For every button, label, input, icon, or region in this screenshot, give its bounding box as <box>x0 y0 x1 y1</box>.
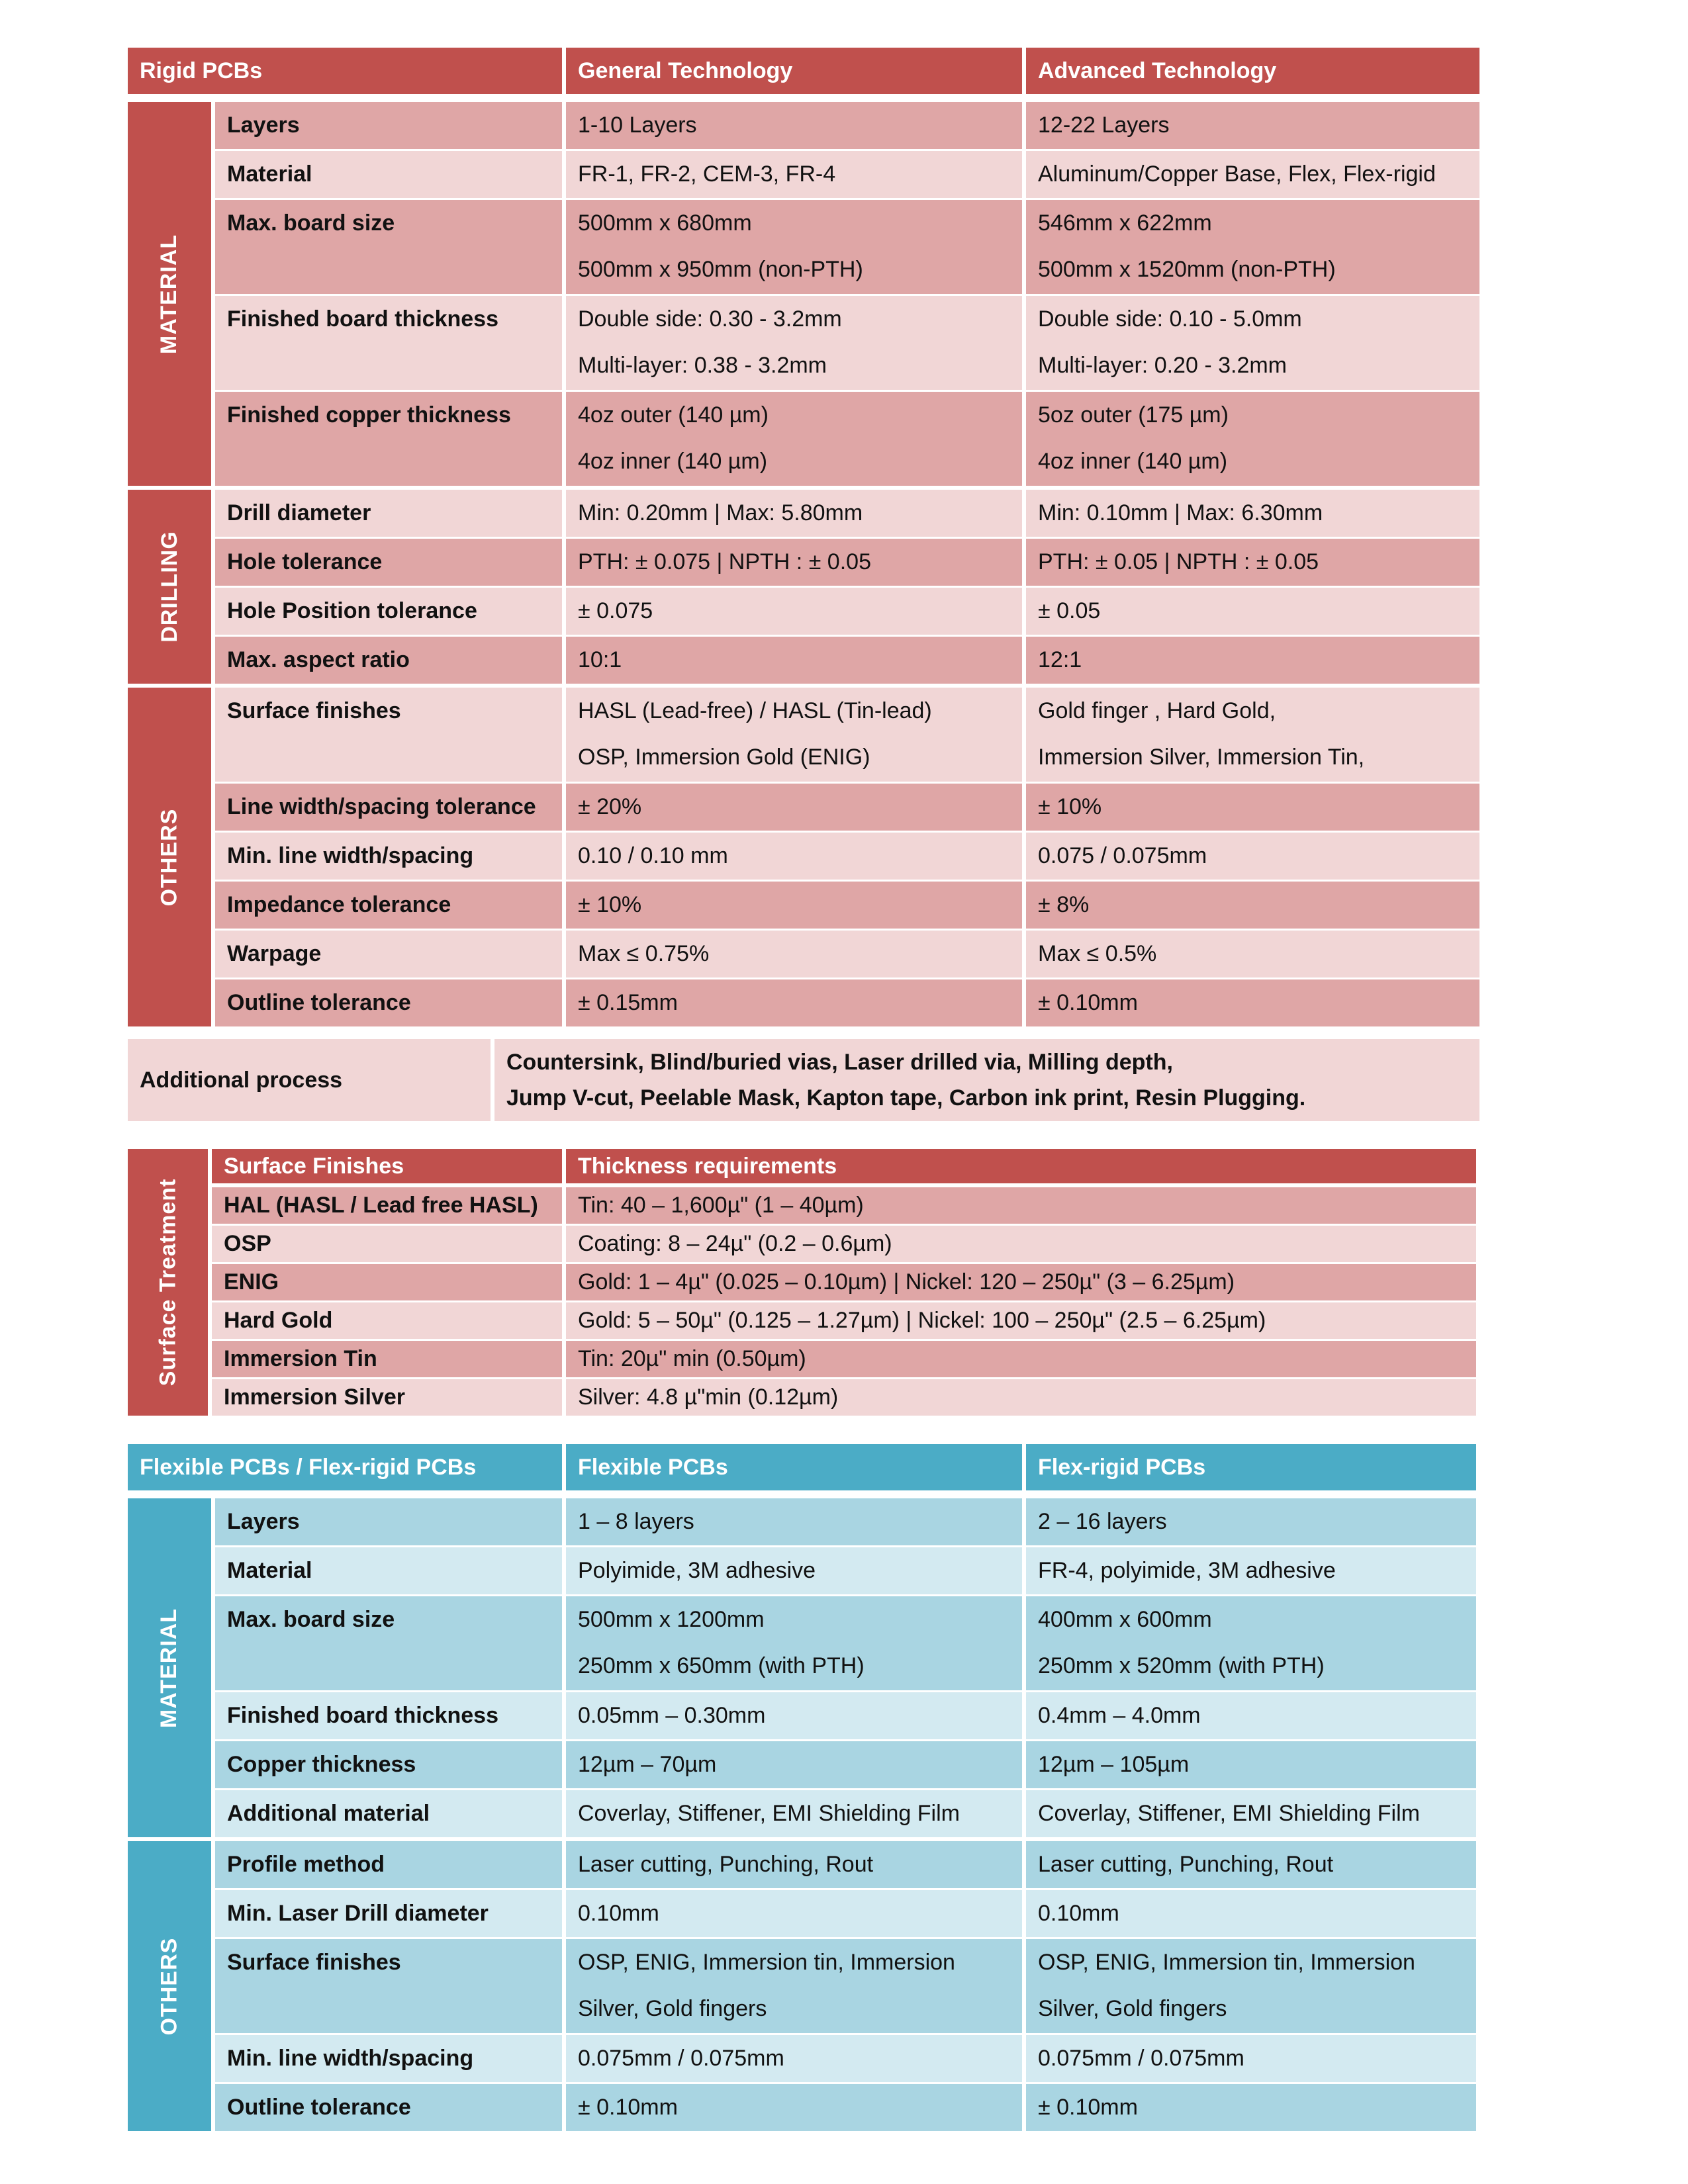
value-line: 400mm x 600mm <box>1038 1607 1212 1632</box>
col1-value <box>566 2035 1022 2082</box>
row-label-text: Surface finishes <box>227 1950 401 1975</box>
value-line: Polyimide, 3M adhesive <box>578 1558 816 1583</box>
row-label <box>215 1890 562 1937</box>
value-line: OSP, ENIG, Immersion tin, Immersion <box>578 1950 955 1975</box>
col2-value <box>1026 784 1479 831</box>
col1-value <box>566 979 1022 1026</box>
col2-value <box>1026 392 1479 486</box>
value-line: Multi-layer: 0.38 - 3.2mm <box>578 353 827 378</box>
col2-value <box>1026 200 1479 294</box>
col1-value <box>566 688 1022 782</box>
col2-value <box>1026 833 1479 880</box>
value-line: ± 0.15mm <box>578 990 678 1015</box>
value-line: ± 8% <box>1038 892 1090 917</box>
col2-value <box>1026 490 1479 537</box>
row-label-text: Warpage <box>227 941 322 966</box>
row-label <box>215 1596 562 1690</box>
value-line: Aluminum/Copper Base, Flex, Flex-rigid <box>1038 161 1436 187</box>
col2-value <box>1026 688 1479 782</box>
row-label-text: Line width/spacing tolerance <box>227 794 536 819</box>
section-label-surface-treatment <box>128 1149 208 1416</box>
section-label-text: OTHERS <box>156 808 182 906</box>
value-line: 0.10 / 0.10 mm <box>578 843 728 868</box>
col2-value <box>1026 588 1479 635</box>
row-label <box>215 688 562 782</box>
col2-value <box>1026 1890 1476 1937</box>
thickness-requirement: Tin: 20µ" min (0.50µm) <box>566 1341 1476 1377</box>
value-line: 500mm x 1520mm (non-PTH) <box>1038 257 1336 282</box>
value-line: Laser cutting, Punching, Rout <box>1038 1852 1334 1877</box>
value-line: Silver, Gold fingers <box>1038 1996 1227 2021</box>
value-line: 12-22 Layers <box>1038 113 1170 138</box>
col1-value <box>566 931 1022 978</box>
section-label-drilling <box>128 490 211 684</box>
value-line: Silver, Gold fingers <box>578 1996 767 2021</box>
rigid-header-title: Rigid PCBs <box>128 48 562 94</box>
rigid-header-col1: General Technology <box>566 48 1022 94</box>
row-label <box>215 200 562 294</box>
col1-value <box>566 1596 1022 1690</box>
thickness-requirement: Tin: 40 – 1,600µ" (1 – 40µm) <box>566 1187 1476 1224</box>
value-line: ± 0.10mm <box>1038 2095 1138 2120</box>
col1-value <box>566 1741 1022 1788</box>
row-label <box>215 1790 562 1837</box>
value-line: OSP, ENIG, Immersion tin, Immersion <box>1038 1950 1415 1975</box>
row-label <box>215 1547 562 1594</box>
row-label-text: Surface finishes <box>227 698 401 723</box>
col2-value <box>1026 1939 1476 2033</box>
value-line: ± 10% <box>578 892 642 917</box>
col2-value <box>1026 1596 1476 1690</box>
value-line: 500mm x 1200mm <box>578 1607 765 1632</box>
col1-value <box>566 392 1022 486</box>
col1-value <box>566 2084 1022 2131</box>
value-line: 10:1 <box>578 647 622 672</box>
section-label-text: MATERIAL <box>156 234 182 354</box>
value-line: ± 10% <box>1038 794 1102 819</box>
section-label-text: OTHERS <box>156 1937 182 2035</box>
value-line: 500mm x 950mm (non-PTH) <box>578 257 863 282</box>
value-line: Max ≤ 0.75% <box>578 941 710 966</box>
value-line: ± 20% <box>578 794 642 819</box>
row-label-text: Hole Position tolerance <box>227 598 477 623</box>
col2-value <box>1026 1741 1476 1788</box>
col2-value <box>1026 637 1479 684</box>
row-label-text: Min. line width/spacing <box>227 2046 474 2071</box>
row-label <box>215 1741 562 1788</box>
row-label <box>215 1841 562 1888</box>
col2-value <box>1026 1547 1476 1594</box>
row-label <box>215 784 562 831</box>
row-label <box>215 637 562 684</box>
col2-value <box>1026 1692 1476 1739</box>
value-line: 12µm – 105µm <box>1038 1752 1190 1777</box>
thickness-requirement: Gold: 5 – 50µ" (0.125 – 1.27µm) | Nickel: 100 – 250µ" (2.5 – 6.25µm) <box>566 1302 1476 1339</box>
col2-value <box>1026 1841 1476 1888</box>
value-line: 0.10mm <box>578 1901 659 1926</box>
row-label-text: Finished board thickness <box>227 1703 498 1728</box>
row-label-text: Outline tolerance <box>227 2095 411 2120</box>
value-line: 5oz outer (175 µm) <box>1038 402 1229 428</box>
col2-value <box>1026 2035 1476 2082</box>
value-line: Double side: 0.10 - 5.0mm <box>1038 306 1302 332</box>
row-label-text: Drill diameter <box>227 500 371 525</box>
value-line: Max ≤ 0.5% <box>1038 941 1157 966</box>
col2-value <box>1026 102 1479 149</box>
col1-value <box>566 151 1022 198</box>
value-line: 0.10mm <box>1038 1901 1119 1926</box>
row-label-text: Impedance tolerance <box>227 892 451 917</box>
value-line: FR-4, polyimide, 3M adhesive <box>1038 1558 1336 1583</box>
additional-process-line: Countersink, Blind/buried vias, Laser drilled via, Milling depth, <box>506 1050 1173 1075</box>
surface-finish-name: HAL (HASL / Lead free HASL) <box>212 1187 562 1224</box>
surface-header-thickness: Thickness requirements <box>566 1149 1476 1183</box>
col2-value <box>1026 979 1479 1026</box>
row-label-text: Additional material <box>227 1801 430 1826</box>
value-line: 12:1 <box>1038 647 1082 672</box>
col1-value <box>566 833 1022 880</box>
row-label-text: Finished board thickness <box>227 306 498 332</box>
value-line: 0.4mm – 4.0mm <box>1038 1703 1201 1728</box>
col1-value <box>566 1939 1022 2033</box>
section-label-text: DRILLING <box>156 531 182 643</box>
thickness-requirement: Gold: 1 – 4µ" (0.025 – 0.10µm) | Nickel: 120 – 250µ" (3 – 6.25µm) <box>566 1264 1476 1300</box>
row-label <box>215 931 562 978</box>
row-label <box>215 979 562 1026</box>
row-label-text: Max. board size <box>227 1607 395 1632</box>
section-label-text: Surface Treatment <box>155 1178 181 1387</box>
value-line: Laser cutting, Punching, Rout <box>578 1852 874 1877</box>
section-label-others <box>128 688 211 1026</box>
row-label-text: Max. aspect ratio <box>227 647 410 672</box>
col2-value <box>1026 1790 1476 1837</box>
value-line: 546mm x 622mm <box>1038 210 1212 236</box>
row-label <box>215 490 562 537</box>
value-line: OSP, Immersion Gold (ENIG) <box>578 745 870 770</box>
thickness-requirement: Coating: 8 – 24µ" (0.2 – 0.6µm) <box>566 1226 1476 1262</box>
row-label <box>215 833 562 880</box>
value-line: 1 – 8 layers <box>578 1509 694 1534</box>
surface-header-finishes: Surface Finishes <box>212 1149 562 1183</box>
col2-value <box>1026 151 1479 198</box>
additional-process-box <box>128 1039 1479 1121</box>
section-label-material <box>128 1498 211 1837</box>
col1-value <box>566 1498 1022 1545</box>
value-line: Coverlay, Stiffener, EMI Shielding Film <box>1038 1801 1420 1826</box>
col1-value <box>566 1547 1022 1594</box>
row-label-text: Min. line width/spacing <box>227 843 474 868</box>
flex-header-title: Flexible PCBs / Flex-rigid PCBs <box>128 1444 562 1490</box>
col1-value <box>566 1790 1022 1837</box>
row-label <box>215 1939 562 2033</box>
col1-value <box>566 102 1022 149</box>
value-line: 250mm x 650mm (with PTH) <box>578 1653 865 1678</box>
value-line: Coverlay, Stiffener, EMI Shielding Film <box>578 1801 960 1826</box>
flex-header-col2: Flex-rigid PCBs <box>1026 1444 1476 1490</box>
col1-value <box>566 588 1022 635</box>
col1-value <box>566 1841 1022 1888</box>
value-line: FR-1, FR-2, CEM-3, FR-4 <box>578 161 836 187</box>
row-label <box>215 102 562 149</box>
col1-value <box>566 637 1022 684</box>
col2-value <box>1026 539 1479 586</box>
section-label-material <box>128 102 211 486</box>
value-line: Min: 0.20mm | Max: 5.80mm <box>578 500 863 525</box>
row-label-text: Finished copper thickness <box>227 402 511 428</box>
value-line: 2 – 16 layers <box>1038 1509 1167 1534</box>
value-line: 4oz inner (140 µm) <box>578 449 768 474</box>
section-label-text: MATERIAL <box>156 1608 182 1728</box>
row-label <box>215 2084 562 2131</box>
surface-finish-name: Immersion Silver <box>212 1379 562 1416</box>
value-line: 12µm – 70µm <box>578 1752 717 1777</box>
surface-finish-name: OSP <box>212 1226 562 1262</box>
col2-value <box>1026 1498 1476 1545</box>
col1-value <box>566 539 1022 586</box>
col1-value <box>566 784 1022 831</box>
col2-value <box>1026 2084 1476 2131</box>
rigid-header-col2: Advanced Technology <box>1026 48 1479 94</box>
value-line: ± 0.10mm <box>1038 990 1138 1015</box>
value-line: 4oz outer (140 µm) <box>578 402 769 428</box>
row-label <box>215 588 562 635</box>
value-line: 500mm x 680mm <box>578 210 752 236</box>
col1-value <box>566 490 1022 537</box>
row-label-text: Layers <box>227 1509 300 1534</box>
value-line: 0.05mm – 0.30mm <box>578 1703 766 1728</box>
value-line: ± 0.075 <box>578 598 653 623</box>
value-line: Double side: 0.30 - 3.2mm <box>578 306 842 332</box>
row-label-text: Copper thickness <box>227 1752 416 1777</box>
value-line: Gold finger , Hard Gold, <box>1038 698 1276 723</box>
flex-header-col1: Flexible PCBs <box>566 1444 1022 1490</box>
col1-value <box>566 882 1022 929</box>
value-line: HASL (Lead-free) / HASL (Tin-lead) <box>578 698 932 723</box>
row-label <box>215 2035 562 2082</box>
col2-value <box>1026 931 1479 978</box>
thickness-requirement: Silver: 4.8 µ"min (0.12µm) <box>566 1379 1476 1416</box>
value-line: ± 0.05 <box>1038 598 1101 623</box>
row-label-text: Material <box>227 1558 312 1583</box>
value-line: PTH: ± 0.05 | NPTH : ± 0.05 <box>1038 549 1319 574</box>
row-label <box>215 296 562 390</box>
additional-process-list <box>491 1039 1479 1121</box>
col1-value <box>566 200 1022 294</box>
section-label-others <box>128 1841 211 2131</box>
row-label-text: Outline tolerance <box>227 990 411 1015</box>
row-label <box>215 392 562 486</box>
additional-process-line: Jump V-cut, Peelable Mask, Kapton tape, Carbon ink print, Resin Plugging. <box>506 1085 1306 1111</box>
row-label <box>215 1692 562 1739</box>
row-label-text: Layers <box>227 113 300 138</box>
row-label-text: Max. board size <box>227 210 395 236</box>
col2-value <box>1026 296 1479 390</box>
row-label-text: Profile method <box>227 1852 385 1877</box>
row-label <box>215 882 562 929</box>
row-label <box>215 1498 562 1545</box>
value-line: 0.075mm / 0.075mm <box>578 2046 784 2071</box>
row-label-text: Material <box>227 161 312 187</box>
value-line: PTH: ± 0.075 | NPTH : ± 0.05 <box>578 549 871 574</box>
value-line: ± 0.10mm <box>578 2095 678 2120</box>
col2-value <box>1026 882 1479 929</box>
value-line: Multi-layer: 0.20 - 3.2mm <box>1038 353 1287 378</box>
value-line: 1-10 Layers <box>578 113 697 138</box>
value-line: 0.075 / 0.075mm <box>1038 843 1207 868</box>
row-label-text: Hole tolerance <box>227 549 383 574</box>
row-label <box>215 151 562 198</box>
value-line: 4oz inner (140 µm) <box>1038 449 1228 474</box>
value-line: 250mm x 520mm (with PTH) <box>1038 1653 1325 1678</box>
surface-finish-name: ENIG <box>212 1264 562 1300</box>
value-line: Min: 0.10mm | Max: 6.30mm <box>1038 500 1323 525</box>
row-label-text: Min. Laser Drill diameter <box>227 1901 489 1926</box>
value-line: Immersion Silver, Immersion Tin, <box>1038 745 1365 770</box>
row-label <box>215 539 562 586</box>
col1-value <box>566 1890 1022 1937</box>
col1-value <box>566 1692 1022 1739</box>
surface-finish-name: Immersion Tin <box>212 1341 562 1377</box>
value-line: 0.075mm / 0.075mm <box>1038 2046 1244 2071</box>
col1-value <box>566 296 1022 390</box>
surface-finish-name: Hard Gold <box>212 1302 562 1339</box>
additional-process-label: Additional process <box>140 1067 343 1093</box>
